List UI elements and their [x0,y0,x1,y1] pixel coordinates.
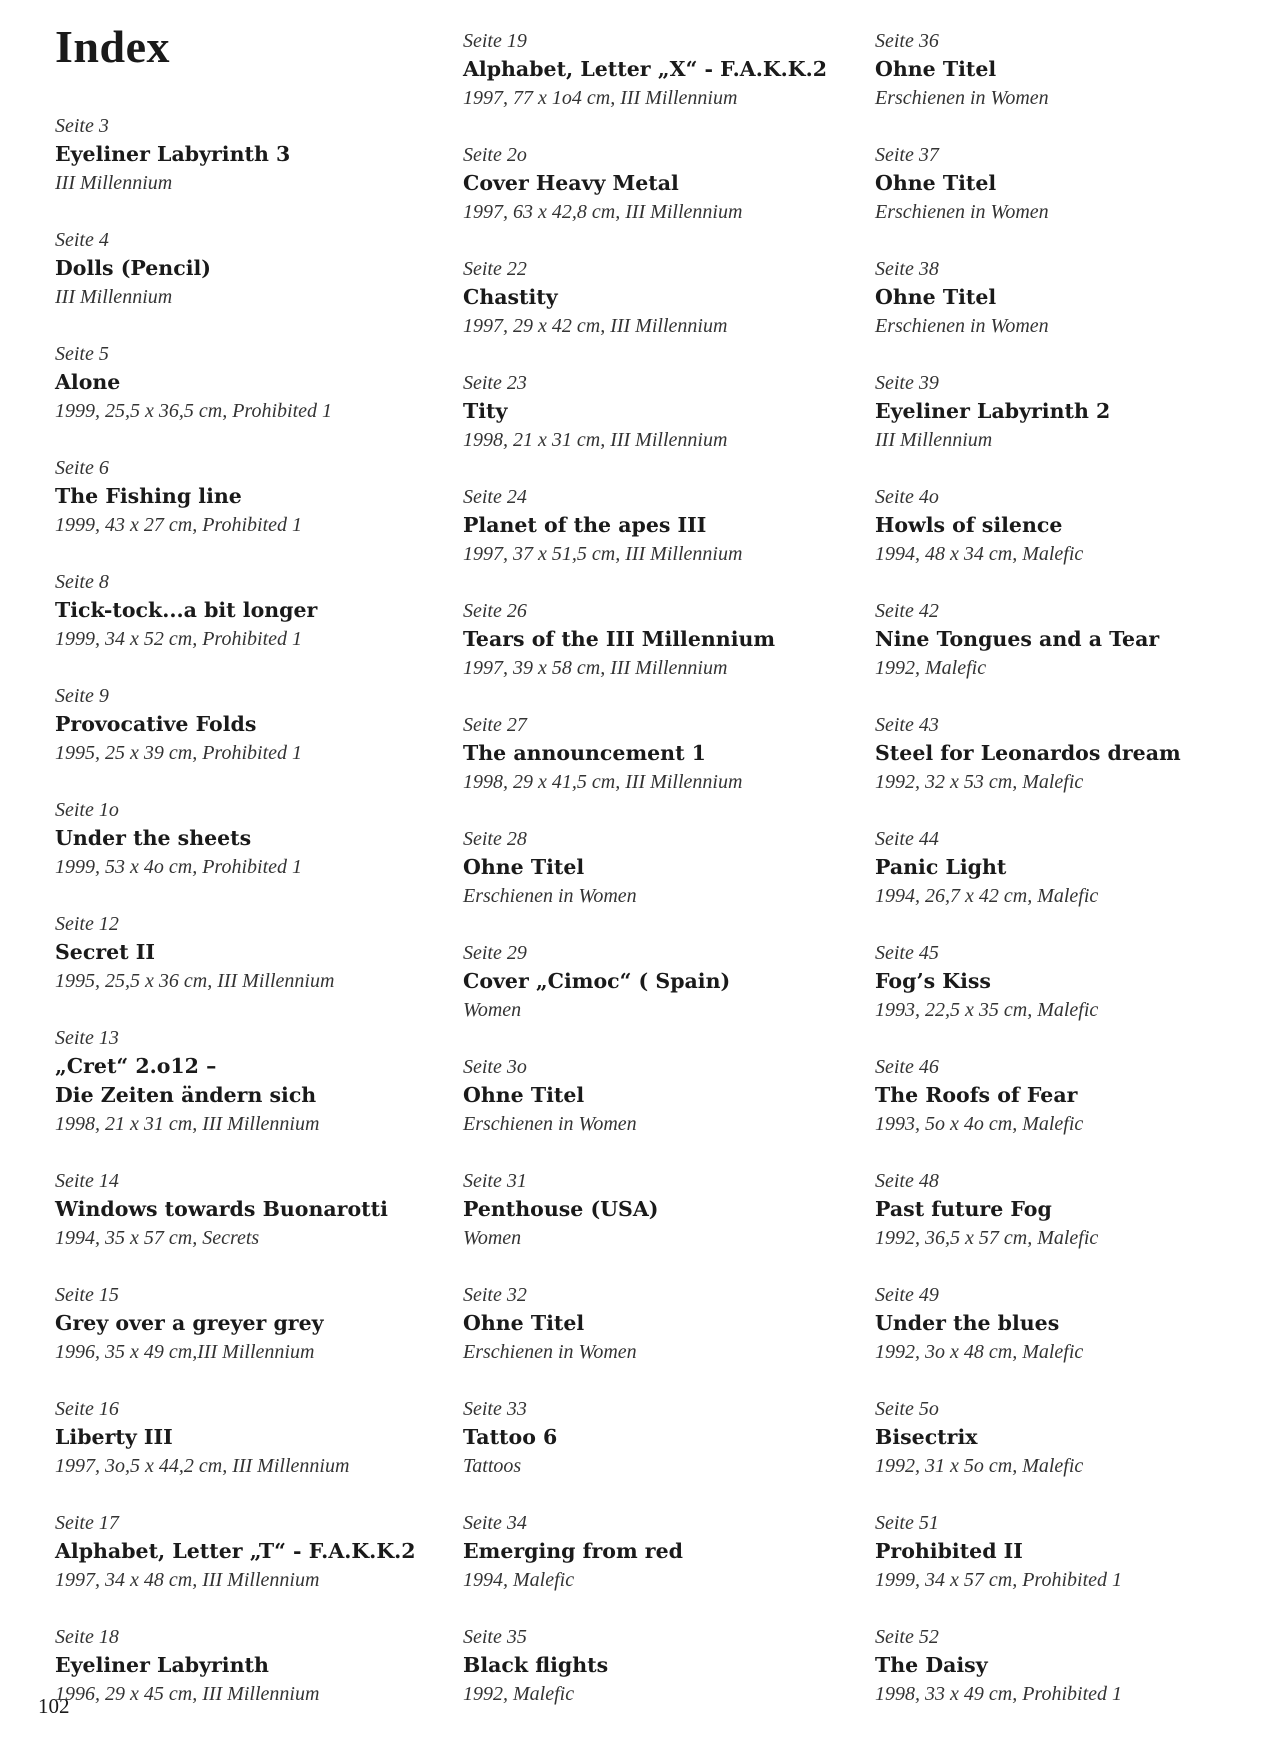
entry-title: Bisectrix [875,1425,978,1449]
entry-title: „Cret“ 2.o12 – [55,1054,217,1078]
index-entry [875,825,1275,910]
entry-title: Howls of silence [875,513,1063,537]
entry-details: 1992, Malefic [875,657,987,679]
entry-page-ref: Seite 13 [55,1027,119,1049]
entry-page-ref: Seite 32 [463,1284,527,1306]
entry-page-ref: Seite 38 [875,258,939,280]
entry-details: Tattoos [463,1455,522,1477]
entry-page-ref: Seite 48 [875,1170,939,1192]
entry-page-ref: Seite 33 [463,1398,527,1420]
entry-title: Windows towards Buonarotti [55,1197,388,1221]
index-entry [875,711,1275,796]
entry-title: Alphabet, Letter „T“ - F.A.K.K.2 [55,1539,416,1563]
entry-page-ref: Seite 9 [55,685,109,707]
index-entry [875,483,1275,568]
entry-details: 1998, 29 x 41,5 cm, III Millennium [463,771,743,793]
entry-title: Ohne Titel [463,1311,585,1335]
entry-title: Eyeliner Labyrinth 2 [875,399,1111,423]
entry-title: Prohibited II [875,1539,1023,1563]
index-entry [463,1167,863,1252]
index-entry [55,112,455,197]
entry-details: 1995, 25,5 x 36 cm, III Millennium [55,970,335,992]
entry-details: Erschienen in Women [875,87,1049,109]
entry-title: Emerging from red [463,1539,683,1563]
entry-title: Chastity [463,285,558,309]
index-entry [463,939,863,1024]
entry-page-ref: Seite 24 [463,486,527,508]
entry-title: Alone [55,370,121,394]
index-column-1 [55,112,455,1737]
entry-page-ref: Seite 19 [463,30,527,52]
entry-page-ref: Seite 39 [875,372,939,394]
entry-page-ref: Seite 27 [463,714,527,736]
index-entry [463,483,863,568]
entry-title: Planet of the apes III [463,513,707,537]
entry-details: 1998, 33 x 49 cm, Prohibited 1 [875,1683,1123,1705]
entry-details: Women [463,999,522,1021]
index-entry [55,454,455,539]
entry-page-ref: Seite 26 [463,600,527,622]
entry-title: Liberty III [55,1425,173,1449]
entry-details: 1999, 34 x 52 cm, Prohibited 1 [55,628,303,650]
entry-page-ref: Seite 4 [55,229,109,251]
entry-details: 1997, 29 x 42 cm, III Millennium [463,315,728,337]
entry-details: Erschienen in Women [875,201,1049,223]
index-entry [463,825,863,910]
entry-page-ref: Seite 15 [55,1284,119,1306]
entry-title: Eyeliner Labyrinth [55,1653,269,1677]
index-entry [463,27,863,112]
entry-details: 1994, 35 x 57 cm, Secrets [55,1227,260,1249]
entry-details: 1999, 43 x 27 cm, Prohibited 1 [55,514,303,536]
entry-page-ref: Seite 42 [875,600,939,622]
entry-title: Ohne Titel [875,285,997,309]
entry-details: Women [463,1227,522,1249]
entry-page-ref: Seite 46 [875,1056,939,1078]
entry-page-ref: Seite 35 [463,1626,527,1648]
entry-details: Erschienen in Women [875,315,1049,337]
index-entry [463,1395,863,1480]
entry-title: Ohne Titel [875,171,997,195]
entry-title: Past future Fog [875,1197,1052,1221]
entry-title: The announcement 1 [463,741,706,765]
entry-details: 1992, 3o x 48 cm, Malefic [875,1341,1084,1363]
entry-title: Nine Tongues and a Tear [875,627,1160,651]
entry-details: 1996, 29 x 45 cm, III Millennium [55,1683,320,1705]
index-entry [875,1623,1275,1708]
entry-page-ref: Seite 52 [875,1626,939,1648]
entry-page-ref: Seite 23 [463,372,527,394]
page-number: 102 [38,1694,70,1718]
index-entry [875,1395,1275,1480]
entry-title: Tick-tock...a bit longer [55,598,318,622]
entry-details: 1997, 63 x 42,8 cm, III Millennium [463,201,743,223]
index-entry [463,141,863,226]
entry-page-ref: Seite 3o [463,1056,527,1078]
index-entry [55,1509,455,1594]
entry-page-ref: Seite 51 [875,1512,939,1534]
entry-details: 1997, 39 x 58 cm, III Millennium [463,657,728,679]
entry-details: 1999, 25,5 x 36,5 cm, Prohibited 1 [55,400,333,422]
entry-details: 1999, 34 x 57 cm, Prohibited 1 [875,1569,1123,1591]
index-entry [875,369,1275,454]
entry-details: 1999, 53 x 4o cm, Prohibited 1 [55,856,303,878]
index-entry [463,711,863,796]
entry-page-ref: Seite 2o [463,144,527,166]
page-title: Index [55,21,170,72]
entry-page-ref: Seite 12 [55,913,119,935]
index-entry [463,255,863,340]
entry-details: III Millennium [55,172,173,194]
entry-page-ref: Seite 1o [55,799,119,821]
entry-title: Tity [463,399,508,423]
entry-title: Penthouse (USA) [463,1197,659,1221]
index-entry [55,340,455,425]
index-entry [55,1623,455,1708]
entry-details: Erschienen in Women [463,885,637,907]
entry-details: Erschienen in Women [463,1341,637,1363]
entry-title: Secret II [55,940,155,964]
entry-title: Eyeliner Labyrinth 3 [55,142,291,166]
entry-title: Panic Light [875,855,1007,879]
entry-page-ref: Seite 43 [875,714,939,736]
index-entry [55,910,455,995]
entry-page-ref: Seite 34 [463,1512,527,1534]
index-entry [463,1053,863,1138]
entry-details: III Millennium [55,286,173,308]
entry-title: Tattoo 6 [463,1425,558,1449]
entry-page-ref: Seite 8 [55,571,109,593]
entry-title: Alphabet, Letter „X“ - F.A.K.K.2 [463,57,828,81]
index-entry [463,1509,863,1594]
entry-details: 1994, 26,7 x 42 cm, Malefic [875,885,1099,907]
entry-title: Under the sheets [55,826,252,850]
entry-details: 1994, Malefic [463,1569,575,1591]
entry-details: 1997, 37 x 51,5 cm, III Millennium [463,543,743,565]
index-entry [875,939,1275,1024]
index-column-3 [875,27,1275,1737]
entry-page-ref: Seite 29 [463,942,527,964]
entry-page-ref: Seite 5 [55,343,109,365]
index-entry [875,255,1275,340]
index-entry [55,682,455,767]
index-entry [875,597,1275,682]
entry-details: 1998, 21 x 31 cm, III Millennium [55,1113,320,1135]
index-entry [463,1281,863,1366]
index-entry [875,1281,1275,1366]
entry-details: 1996, 35 x 49 cm,III Millennium [55,1341,315,1363]
entry-details: 1994, 48 x 34 cm, Malefic [875,543,1084,565]
entry-title: Under the blues [875,1311,1060,1335]
entry-details: 1993, 5o x 4o cm, Malefic [875,1113,1084,1135]
entry-page-ref: Seite 22 [463,258,527,280]
entry-title: Cover Heavy Metal [463,171,679,195]
entry-details: Erschienen in Women [463,1113,637,1135]
entry-page-ref: Seite 6 [55,457,109,479]
entry-page-ref: Seite 17 [55,1512,119,1534]
entry-title: Tears of the III Millennium [463,627,776,651]
entry-page-ref: Seite 49 [875,1284,939,1306]
entry-page-ref: Seite 45 [875,942,939,964]
entry-details: 1998, 21 x 31 cm, III Millennium [463,429,728,451]
entry-title: Ohne Titel [463,1083,585,1107]
index-entry [875,1053,1275,1138]
entry-details: III Millennium [875,429,993,451]
entry-title: Steel for Leonardos dream [875,741,1181,765]
index-entry [55,1395,455,1480]
entry-page-ref: Seite 31 [463,1170,527,1192]
entry-page-ref: Seite 44 [875,828,939,850]
entry-details: 1992, Malefic [463,1683,575,1705]
entry-page-ref: Seite 5o [875,1398,939,1420]
entry-title: The Daisy [875,1653,988,1677]
index-entry [55,1281,455,1366]
entry-page-ref: Seite 28 [463,828,527,850]
entry-page-ref: Seite 16 [55,1398,119,1420]
entry-title: Grey over a greyer grey [55,1311,324,1335]
index-entry [463,369,863,454]
entry-details: 1993, 22,5 x 35 cm, Malefic [875,999,1099,1021]
entry-title: Provocative Folds [55,712,257,736]
entry-title: Ohne Titel [875,57,997,81]
entry-title: Fog’s Kiss [875,969,991,993]
index-entry [875,27,1275,112]
entry-page-ref: Seite 14 [55,1170,119,1192]
index-column-2 [463,27,863,1737]
entry-details: 1997, 34 x 48 cm, III Millennium [55,1569,320,1591]
entry-title: The Fishing line [55,484,242,508]
entry-page-ref: Seite 36 [875,30,939,52]
index-entry [875,1509,1275,1594]
index-entry [55,226,455,311]
entry-title: Ohne Titel [463,855,585,879]
entry-title: Black flights [463,1653,609,1677]
index-entry [463,597,863,682]
entry-page-ref: Seite 18 [55,1626,119,1648]
entry-details: 1995, 25 x 39 cm, Prohibited 1 [55,742,303,764]
index-entry [875,1167,1275,1252]
entry-page-ref: Seite 3 [55,115,109,137]
index-entry [55,568,455,653]
entry-details: 1992, 36,5 x 57 cm, Malefic [875,1227,1099,1249]
entry-title: The Roofs of Fear [875,1083,1078,1107]
index-entry [55,796,455,881]
entry-details: 1992, 31 x 5o cm, Malefic [875,1455,1084,1477]
index-entry [463,1623,863,1708]
entry-details: 1992, 32 x 53 cm, Malefic [875,771,1084,793]
entry-title: Dolls (Pencil) [55,256,211,280]
entry-details: 1997, 77 x 1o4 cm, III Millennium [463,87,738,109]
entry-title-continued: Die Zeiten ändern sich [55,1083,317,1107]
index-entry [55,1024,455,1138]
entry-details: 1997, 3o,5 x 44,2 cm, III Millennium [55,1455,350,1477]
index-entry [55,1167,455,1252]
entry-page-ref: Seite 4o [875,486,939,508]
entry-page-ref: Seite 37 [875,144,939,166]
entry-title: Cover „Cimoc“ ( Spain) [463,969,731,993]
index-entry [875,141,1275,226]
